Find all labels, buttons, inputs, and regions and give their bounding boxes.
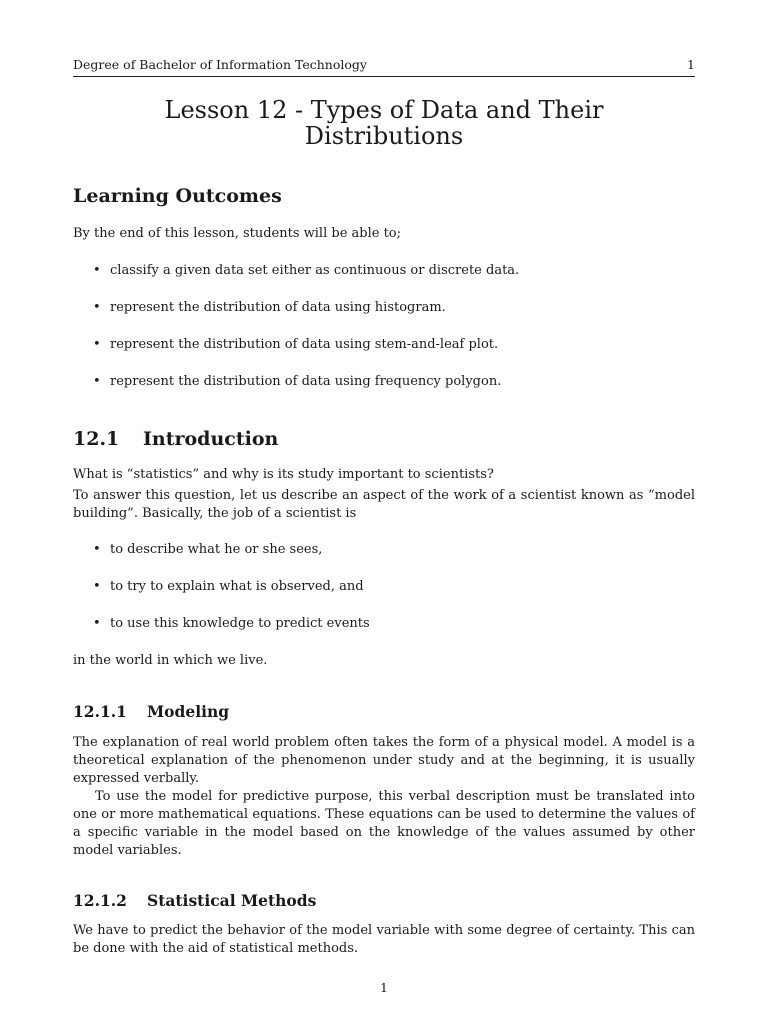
statistical-methods-paragraph: We have to predict the behavior of the model variable with some degree of certainty. This can be done with the aid of statistical methods. <box>73 923 695 956</box>
list-item <box>93 373 693 391</box>
bullet-icon: • <box>93 337 101 352</box>
header-rule <box>73 76 695 77</box>
learning-outcomes-heading: Learning Outcomes <box>73 185 282 207</box>
list-item-text: to try to explain what is observed, and <box>110 579 364 594</box>
subsection-number: 12.1.2 <box>73 891 127 910</box>
document-page <box>73 0 695 1024</box>
introduction-closing: in the world in which we live. <box>73 653 268 668</box>
bullet-icon: • <box>93 374 101 389</box>
list-item-text: represent the distribution of data using frequency polygon. <box>110 374 502 389</box>
footer-page-number: 1 <box>380 980 388 995</box>
running-header <box>73 57 695 73</box>
list-item-text: represent the distribution of data using histogram. <box>110 300 446 315</box>
modeling-paragraph-1: The explanation of real world problem often takes the form of a physical model. A model is a theoretical explanation of the phenomenon under study and at the beginning, it is usually expressed verbally. <box>73 735 695 786</box>
list-item-text: classify a given data set either as continuous or discrete data. <box>110 263 520 278</box>
learning-outcomes-intro: By the end of this lesson, students will be able to; <box>73 226 402 241</box>
bullet-icon: • <box>93 263 101 278</box>
lesson-title-line-2: Distributions <box>304 122 464 150</box>
header-page-number: 1 <box>687 57 695 72</box>
subsection-title: Modeling <box>147 702 230 721</box>
list-item <box>93 299 693 317</box>
list-item <box>93 262 693 280</box>
bullet-icon: • <box>93 616 101 631</box>
section-title: Introduction <box>143 428 279 450</box>
subsection-title: Statistical Methods <box>147 891 317 910</box>
introduction-heading <box>73 428 278 450</box>
list-item <box>93 578 693 596</box>
list-item-text: to use this knowledge to predict events <box>110 616 370 631</box>
list-item-text: to describe what he or she sees, <box>110 542 323 557</box>
bullet-icon: • <box>93 300 101 315</box>
subsection-number: 12.1.1 <box>73 702 127 721</box>
lesson-title <box>73 97 695 149</box>
bullet-icon: • <box>93 542 101 557</box>
list-item <box>93 336 693 354</box>
introduction-question: What is “statistics” and why is its study important to scientists? <box>73 467 494 482</box>
list-item-text: represent the distribution of data using stem-and-leaf plot. <box>110 337 499 352</box>
list-item <box>93 615 693 633</box>
modeling-heading <box>73 702 229 722</box>
introduction-paragraph: To answer this question, let us describe an aspect of the work of a scientist known as “model building”. Basically, the job of a scientist is <box>73 488 695 521</box>
statistical-methods-heading <box>73 891 316 911</box>
bullet-icon: • <box>93 579 101 594</box>
header-course-name: Degree of Bachelor of Information Technology <box>73 57 367 72</box>
lesson-title-line-1: Lesson 12 - Types of Data and Their <box>164 96 604 124</box>
section-number: 12.1 <box>73 428 120 450</box>
modeling-paragraph-2: To use the model for predictive purpose, this verbal description must be translated into one or more mathematical equations. These equations can be used to determine the values of a specific variable in the model based on the knowledge of the values assumed by other model variables. <box>73 789 695 858</box>
list-item <box>93 541 693 559</box>
